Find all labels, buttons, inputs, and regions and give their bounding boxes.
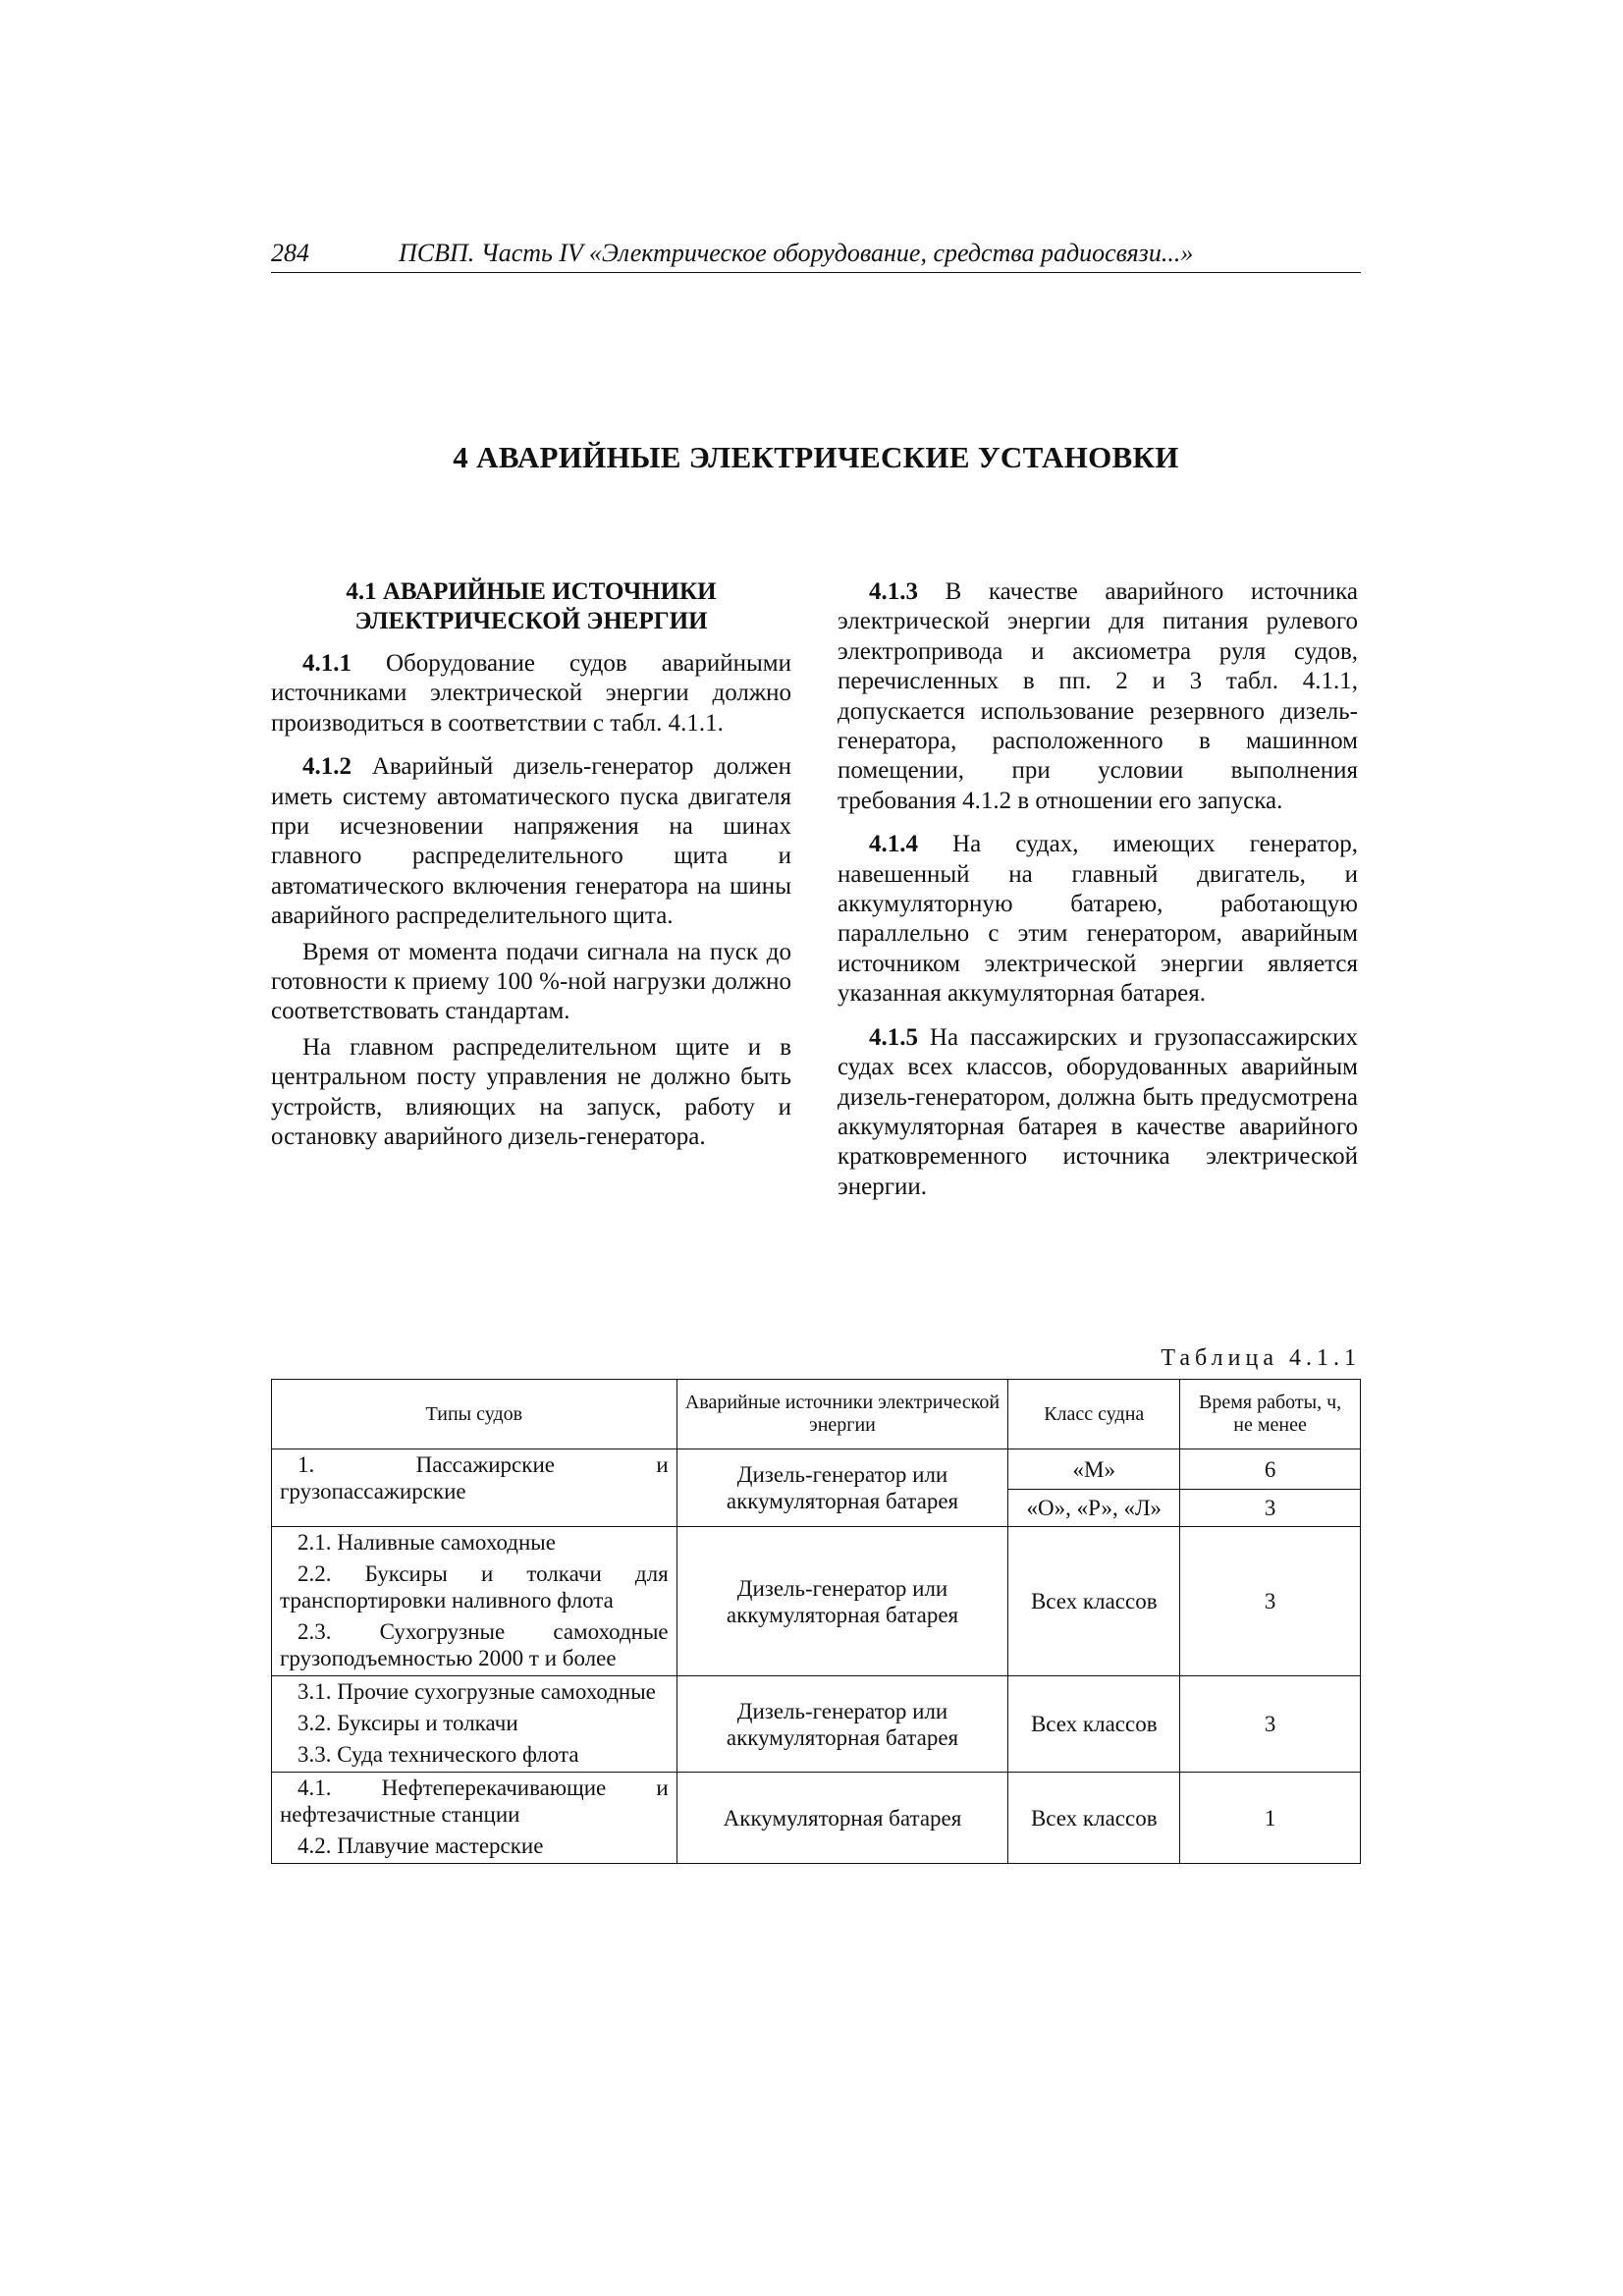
paragraph-4-1-1 <box>271 649 791 738</box>
right-column <box>838 577 1358 1202</box>
header-emergency-sources: Аварийные источники электрической энергии <box>676 1380 1008 1449</box>
ship-type-item: 3.2. Буксиры и толкачи <box>298 1711 518 1735</box>
paragraph-4-1-3 <box>838 577 1358 816</box>
ship-type-item: 3.3. Суда технического флота <box>298 1742 579 1767</box>
paragraph-number: 4.1.5 <box>869 1023 918 1051</box>
chapter-title: 4 АВАРИЙНЫЕ ЭЛЕКТРИЧЕСКИЕ УСТАНОВКИ <box>453 440 1179 474</box>
page-number: 284 <box>271 239 309 267</box>
cell-ship-types <box>272 1449 677 1527</box>
cell-ship-types <box>272 1676 677 1773</box>
cell-source: Дизель-генератор или аккумуляторная батарея <box>676 1676 1008 1773</box>
cell-ship-types <box>272 1527 677 1676</box>
table-row <box>272 1527 1361 1676</box>
cell-time: 3 <box>1180 1490 1361 1527</box>
cell-class: «О», «Р», «Л» <box>1008 1490 1180 1527</box>
table-label: Таблица 4.1.1 <box>1161 1345 1361 1371</box>
page-header <box>271 239 1361 273</box>
paragraph-4-1-2-c: На главном распределительном щите и в центральном посту управления не должно быть устройств, влияющих на запуск, работу и остановку аварийного дизель-генератора. <box>271 1033 791 1151</box>
cell-class: Всех классов <box>1008 1676 1180 1773</box>
paragraph-text: Оборудование судов аварийными источниками электрической энергии должно производиться в соответствии с табл. 4.1.1. <box>271 650 791 737</box>
ship-type-item: 2.1. Наливные самоходные <box>298 1530 556 1555</box>
ship-type-item: 1. Пассажирские и грузопассажирские <box>280 1452 669 1503</box>
paragraph-number: 4.1.3 <box>869 578 918 605</box>
paragraph-text: В качестве аварийного источника электрической энергии для питания рулевого электропривода и аксиометра руля судов, перечисленных в пп. 2 и 3 табл. 4.1.1, допускается использование резервного дизель-генератора, расположенного в машинном помещении, при условии выполнения требования 4.1.2 в отношении его запуска. <box>838 578 1358 814</box>
cell-time: 3 <box>1180 1527 1361 1676</box>
header-ship-types: Типы судов <box>272 1380 677 1449</box>
table-row <box>272 1773 1361 1864</box>
paragraph-number: 4.1.4 <box>869 831 918 858</box>
cell-source: Дизель-генератор или аккумуляторная батарея <box>676 1527 1008 1676</box>
paragraph-number: 4.1.1 <box>302 650 352 677</box>
paragraph-text: На судах, имеющих генератор, навешенный на главный двигатель, и аккумуляторную батарею, работающую параллельно с этим генератором, аварийным источником электрической энергии является указанная аккумуляторная батарея. <box>838 831 1358 1008</box>
ship-type-item: 2.3. Сухогрузные самоходные грузоподъемностью 2000 т и более <box>280 1619 669 1670</box>
table-row <box>272 1676 1361 1773</box>
section-title <box>271 577 791 636</box>
table-header-row <box>272 1380 1361 1449</box>
header-ship-class: Класс судна <box>1008 1380 1180 1449</box>
paragraph-text: На пассажирских и грузопассажирских судах всех классов, оборудованных аварийным дизель-генератором, должна быть предусмотрена аккумуляторная батарея в качестве аварийного кратковременного источника электрической энергии. <box>838 1023 1358 1200</box>
cell-class: Всех классов <box>1008 1527 1180 1676</box>
cell-time: 6 <box>1180 1449 1361 1490</box>
cell-time: 1 <box>1180 1773 1361 1864</box>
left-column <box>271 577 791 1153</box>
paragraph-4-1-2-b: Время от момента подачи сигнала на пуск до готовности к приему 100 %-ной нагрузки должно соответствовать стандартам. <box>271 938 791 1025</box>
ship-type-item: 2.2. Буксиры и толкачи для транспортировки наливного флота <box>280 1561 669 1613</box>
paragraph-text: Аварийный дизель-генератор должен иметь систему автоматического пуска двигателя при исчезновении напряжения на шинах главного распределительного щита и автоматического включения генератора на шины аварийного распределительного щита. <box>271 753 791 930</box>
cell-class: «М» <box>1008 1449 1180 1490</box>
cell-ship-types <box>272 1773 677 1864</box>
cell-source: Дизель-генератор или аккумуляторная батарея <box>676 1449 1008 1527</box>
cell-time: 3 <box>1180 1676 1361 1773</box>
section-title-line-2: ЭЛЕКТРИЧЕСКОЙ ЭНЕРГИИ <box>354 608 708 634</box>
running-title: ПСВП. Часть IV «Электрическое оборудование, средства радиосвязи...» <box>399 239 1194 267</box>
paragraph-number: 4.1.2 <box>302 753 352 781</box>
ship-type-item: 4.1. Нефтеперекачивающие и нефтезачистные станции <box>280 1776 669 1827</box>
section-title-line-1: 4.1 АВАРИЙНЫЕ ИСТОЧНИКИ <box>346 578 717 605</box>
paragraph-4-1-5 <box>838 1023 1358 1202</box>
cell-class: Всех классов <box>1008 1773 1180 1864</box>
table-row <box>272 1449 1361 1490</box>
ship-type-item: 3.1. Прочие сухогрузные самоходные <box>298 1679 656 1704</box>
cell-source: Аккумуляторная батарея <box>676 1773 1008 1864</box>
ship-type-item: 4.2. Плавучие мастерские <box>298 1833 544 1858</box>
table-4-1-1 <box>271 1379 1361 1864</box>
paragraph-4-1-2 <box>271 752 791 931</box>
header-operating-time: Время работы, ч, не менее <box>1180 1380 1361 1449</box>
paragraph-4-1-4 <box>838 830 1358 1009</box>
